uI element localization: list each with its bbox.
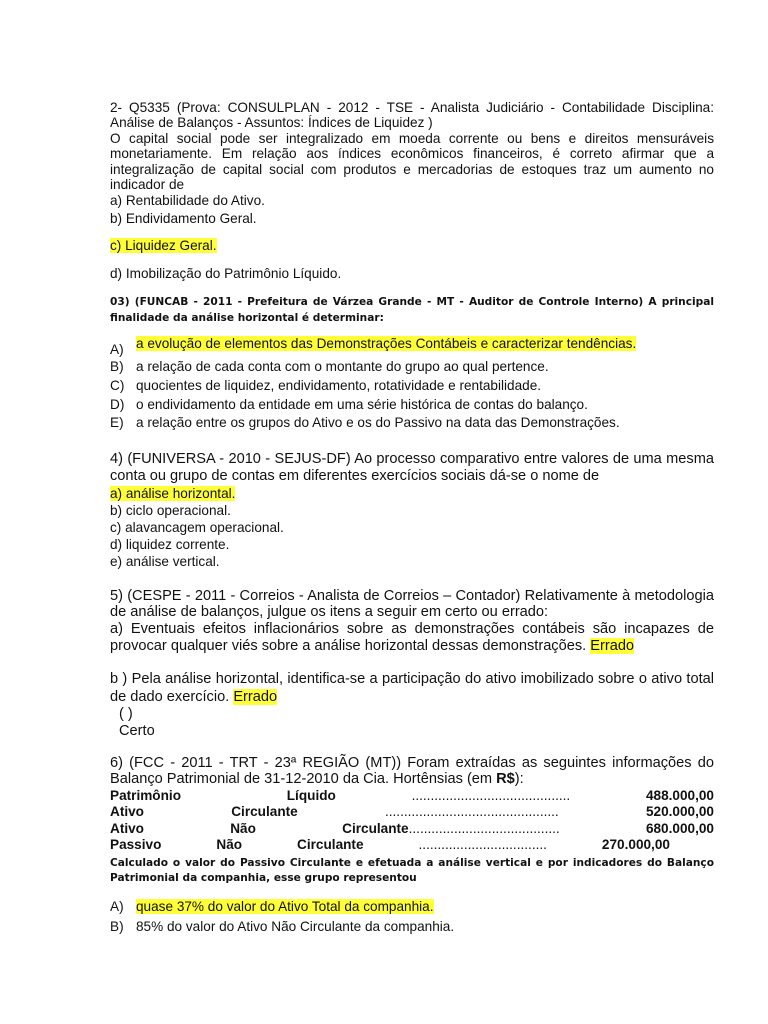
q3-option-b: B) a relação de cada conta com o montante do grupo ao qual pertence. (110, 359, 549, 375)
q4-option-a (110, 485, 714, 502)
highlight-answer: c) Liquidez Geral. (110, 238, 217, 254)
q4-option-d: d) liquidez corrente. (110, 536, 230, 552)
q5-item-a-answer: Errado (590, 638, 635, 655)
q3-option-c: C) quocientes de liquidez, endividamento, rotatividade e rentabilidade. (110, 378, 542, 394)
q4-body: 4) (FUNIVERSA - 2010 - SEJUS-DF) Ao processo comparativo entre valores de uma mesma conta ou grupo de contas em diferentes exercícios sociais dá-se o nome de (110, 450, 714, 484)
highlight-answer: a) análise horizontal. (110, 485, 236, 501)
q2-header: 2- Q5335 (Prova: CONSULPLAN - 2012 - TSE - Analista Judiciário - Contabilidade Disciplina: Análise de Balanços - Assuntos: Índices de Liquidez ) (110, 100, 714, 131)
q3-header: 03) (FUNCAB - 2011 - Prefeitura de Várzea Grande - MT - Auditor de Controle Interno) A principal finalidade da análise horizontal é determinar: (110, 296, 714, 324)
q6-row-ativo-circulante: Ativo Circulante .............................................. 520.000,00 (110, 804, 714, 820)
q2-option-c (110, 237, 714, 255)
q6-row-patrimonio: Patrimônio Líquido .......................................... 488.000,00 (110, 788, 714, 803)
q6-value: 520.000,00 (645, 804, 714, 820)
q2-body: O capital social pode ser integralizado em moeda corrente ou bens e direitos mensuráveis monetariamente. Em relação aos índices econômicos financeiros, é correto afirmar que a integralização de capital social com produtos e mercadorias de estoques traz um aumento no indicador de (110, 130, 714, 193)
q2-option-b: b) Endividamento Geral. (110, 211, 257, 227)
q4-option-c: c) alavancagem operacional. (110, 519, 284, 535)
q5-blank-parens: ( ) (119, 705, 133, 722)
q6-question: Calculado o valor do Passivo Circulante e efetuada a análise vertical e por indicadores do Balanço Patrimonial da companhia, esse grupo representou (110, 856, 714, 885)
q3-option-a (110, 336, 714, 358)
q5-header: 5) (CESPE - 2011 - Correios - Analista de Correios – Contador) Relativamente à metodologia de análise de balanços, julgue os itens a seguir em certo ou errado: (110, 587, 714, 621)
q2-option-a: a) Rentabilidade do Ativo. (110, 193, 265, 209)
q6-row-ativo-nao-circulante: Ativo Não Circulante........................................ 680.000,00 (110, 820, 714, 836)
q6-value: 488.000,00 (645, 788, 714, 803)
highlight-answer: a evolução de elementos das Demonstrações Contábeis e caracterizar tendências. (136, 336, 637, 352)
highlight-answer: quase 37% do valor do Ativo Total da companhia. (136, 899, 434, 915)
document-page (110, 100, 714, 937)
q5-item-b-answer: Errado (233, 688, 278, 705)
q3-option-d: D) o endividamento da entidade em uma série histórica de contas do balanço. (110, 396, 588, 412)
q5-item-b: b ) Pela análise horizontal, identifica-se a participação do ativo imobilizado sobre o ativo total de dado exercício. Errado (110, 671, 714, 705)
q6-option-b: B) 85% do valor do Ativo Não Circulante da companhia. (110, 919, 455, 935)
q6-header: 6) (FCC - 2011 - TRT - 23ª REGIÃO (MT)) Foram extraídas as seguintes informações do Balanço Patrimonial de 31-12-2010 da Cia. Hortênsias (em R$): (110, 754, 714, 788)
q5-item-a: a) Eventuais efeitos inflacionários sobre as demonstrações contábeis são incapazes de provocar qualquer viés sobre a análise horizontal dessas demonstrações. Errado (110, 621, 714, 655)
q6-row-passivo-nao-circulante: Passivo Não Circulante .................................. 270.000,00 (110, 837, 670, 853)
q6-value: 270.000,00 (601, 837, 670, 853)
q4-option-e: e) análise vertical. (110, 553, 220, 569)
q3-option-a-key: A) (110, 342, 124, 358)
q2-option-d: d) Imobilização do Patrimônio Líquido. (110, 266, 342, 282)
q6-option-a: A) quase 37% do valor do Ativo Total da companhia. (110, 899, 434, 915)
q6-currency: R$ (496, 771, 515, 788)
q4-option-b: b) ciclo operacional. (110, 502, 231, 518)
q5-certo-label: Certo (119, 722, 155, 739)
q6-value: 680.000,00 (645, 820, 714, 836)
q3-option-e: E) a relação entre os grupos do Ativo e os do Passivo na data das Demonstrações. (110, 415, 620, 431)
